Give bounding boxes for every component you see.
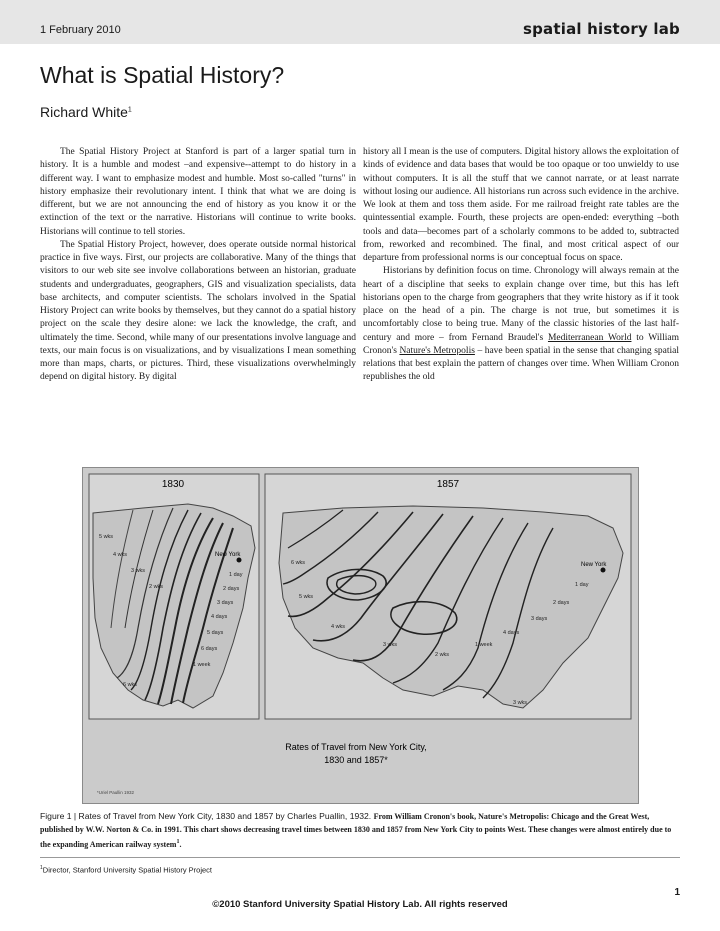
new-york-label-1830: New York — [215, 552, 241, 558]
contour-label: 6 wks — [291, 560, 306, 566]
contour-label: 1 week — [193, 662, 211, 668]
contour-label: 6 wks — [123, 682, 138, 688]
contour-label: 6 days — [201, 646, 218, 652]
contour-label: 5 wks — [99, 534, 114, 540]
contour-label: 2 wks — [149, 584, 164, 590]
footnote-divider — [40, 857, 680, 858]
article-title: What is Spatial History? — [40, 62, 285, 88]
travel-time-map-figure — [82, 467, 639, 804]
figure-caption — [40, 810, 680, 851]
body-column-right — [363, 146, 679, 385]
copyright-notice: ©2010 Stanford University Spatial History Lab. All rights reserved — [212, 899, 508, 910]
footnote — [40, 865, 212, 875]
contour-label: 1 day — [229, 572, 243, 578]
lab-brand: spatial history lab — [522, 20, 680, 38]
map-credit: *Uriel Paullin 1932 — [97, 790, 135, 795]
footnote-mark: 1 — [40, 865, 43, 871]
book-title-natures-metropolis: Nature's Metropolis — [399, 345, 475, 356]
caption-end: . — [179, 839, 182, 849]
map-1830 — [89, 474, 259, 719]
caption-lead: Figure 1 | Rates of Travel from New York City, 1830 and 1857 by Charles Puallin, 1932. — [40, 811, 374, 821]
text-run: – have been spatial in the sense that changing spatial relations that best explain the pattern of changes over time. When William Cronon republishes the old — [363, 345, 679, 383]
footnote-text: Director, Stanford University Spatial History Project — [42, 865, 213, 875]
contour-label: 2 wks — [435, 652, 450, 658]
caption-source: From William Cronon's book, Nature's Metropolis: Chicago and the Great West, published by W.W. Norton & Co. in 1991. This chart shows decreasing travel times between 1830 and 1857 from New York City to points West. These changes were almost entirely due to the expanding American railway system — [40, 812, 672, 849]
contour-label: 3 wks — [383, 642, 398, 648]
inset-title-line2: 1830 and 1857* — [324, 755, 388, 765]
contour-label: 4 days — [211, 614, 228, 620]
article-author — [40, 104, 132, 120]
author-name: Richard White — [40, 104, 128, 120]
contour-label: 3 days — [217, 600, 234, 606]
inset-title-line1: Rates of Travel from New York City, — [285, 742, 427, 752]
author-footnote-mark: 1 — [127, 106, 132, 114]
contour-label: 3 days — [531, 616, 548, 622]
body-paragraph — [363, 265, 679, 384]
map-1857 — [265, 474, 631, 719]
body-paragraph: The Spatial History Project, however, does operate outside normal historical practice in five ways. First, our projects are collaborative. Many of the things that visitors to our web site see involve collaborations between an historian, graduate students and undergraduates, geographers, GIS and visualization specialists, data base architects, and computer scientists. The scholars involved in the Spatial History Project can write books by themselves, but they cannot do a spatial history project on the scale they desire alone: we lack the knowledge, the craft, and ultimately the time. Second, while many of our presentations involve language and texts, our main focus is on visualizations, and by visualizations I mean something more than maps, charts, or pictures. Third, these visualizations overwhelmingly depend on digital history. By digital — [40, 239, 356, 383]
travel-time-maps — [83, 468, 638, 803]
text-run: to William Cronon's — [363, 332, 679, 356]
contour-label: 4 wks — [113, 552, 128, 558]
map-1857-label: 1857 — [436, 479, 460, 490]
page-number: 1 — [674, 887, 680, 898]
contour-label: 2 days — [223, 586, 240, 592]
map-1830-label: 1830 — [161, 479, 185, 490]
new-york-label-1857: New York — [581, 562, 607, 568]
issue-date: 1 February 2010 — [40, 24, 121, 36]
contour-label: 3 wks — [513, 700, 528, 706]
contour-label: 1 day — [575, 582, 589, 588]
book-title-mediterranean: Mediterranean World — [547, 332, 632, 343]
contour-label: 3 wks — [131, 568, 146, 574]
contour-label: 4 days — [503, 630, 520, 636]
contour-label: 5 wks — [299, 594, 314, 600]
body-column-left — [40, 146, 356, 385]
contour-label: 2 days — [553, 600, 570, 606]
contour-label: 5 days — [207, 630, 224, 636]
page-header-band — [0, 0, 720, 44]
contour-label: 4 wks — [331, 624, 346, 630]
text-run: Historians by definition focus on time. Chronology will always remain at the heart of a discipline that seeks to explain change over time, but this has left historians open to the charge from geographers that they write history as if it took place on the head of a pin. The charge is not true, but sometimes it is uncomfortably close to being true. Many of the classic histories of the last half-century and more – from Fernand Braudel's — [363, 266, 679, 343]
body-paragraph: The Spatial History Project at Stanford is part of a larger spatial turn in history. It is a humble and modest –and expensive--attempt to do history in a different way. I want to emphasize modest and humble. Most so-called "turns" in history emphasize their revolutionary intent. I think that what we are doing is different, but we are not announcing the end of history as you know it or the extinction of the text or the narrative. Historians will continue to write books. Historians will continue to tell stories. — [40, 147, 356, 237]
caption-footnote-mark: 1 — [176, 839, 180, 845]
body-paragraph: history all I mean is the use of computers. Digital history allows the exploitation of kinds of evidence and data bases that would be too opaque or too unwieldy to use without computers. It is all the stuff that we cannot narrate, or at least narrate without losing our audience. All historians run across such evidence in the archive. We look at them and toss them aside. For me railroad freight rate tables are the quintessential example. Fourth, these projects are open-ended: everything –both tools and data—becomes part of a scholarly commons to be added to, subtracted from, reworked and recombined. The final, and most critical aspect of our departure from professional norms is our conceptual focus on space. — [363, 147, 679, 263]
contour-label: 1 week — [475, 642, 493, 648]
